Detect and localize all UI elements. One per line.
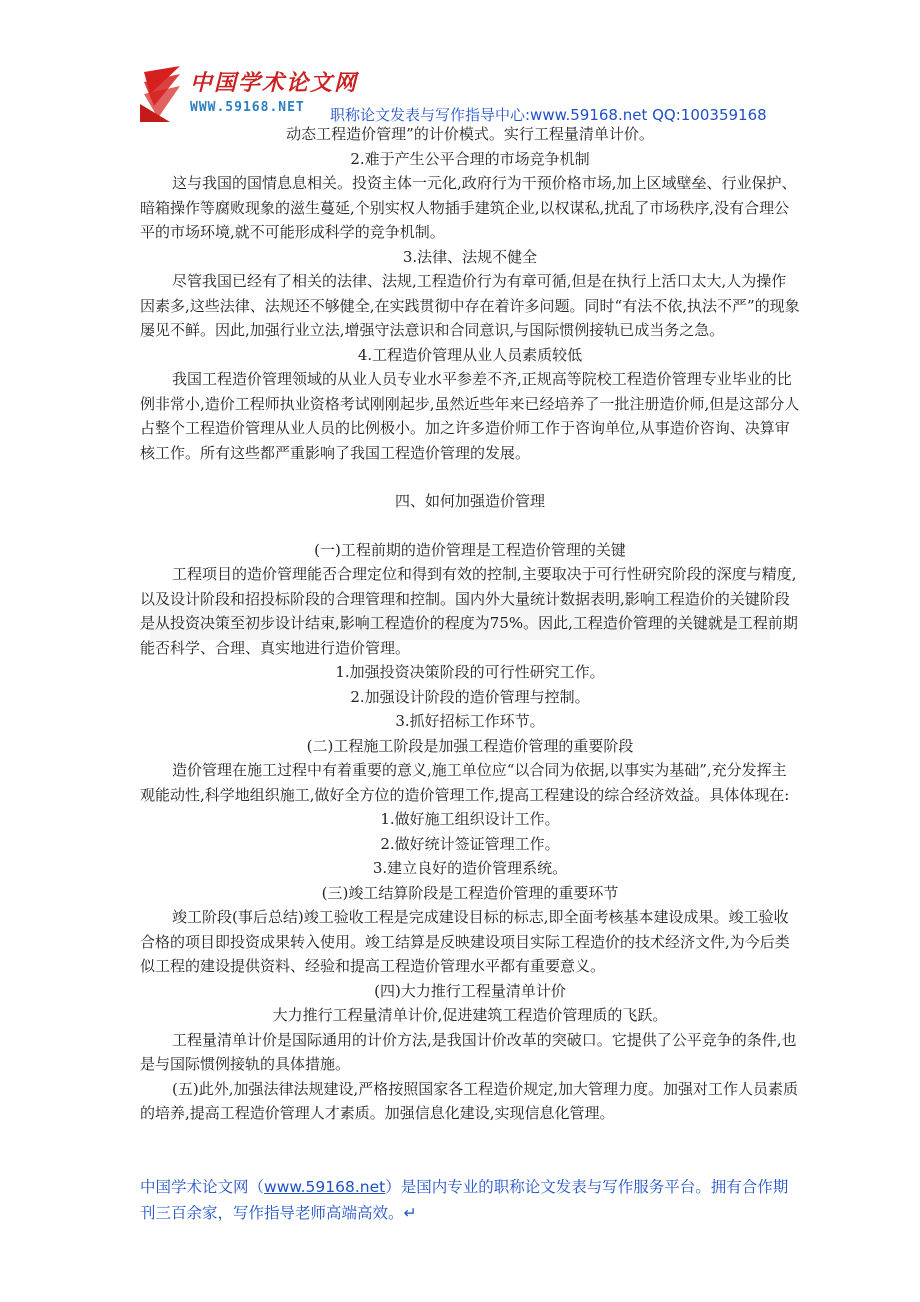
heading-line: (四)大力推行工程量清单计价 <box>374 981 566 1000</box>
heading-line: 2.做好统计签证管理工作。 <box>380 834 560 853</box>
paragraph: 工程项目的造价管理能否合理定位和得到有效的控制,主要取决于可行性研究阶段的深度与精度,以及设计阶段和招投标阶段的合理管理和控制。国内外大量统计数据表明,影响工程造价的关键阶段是从投资决策至初步设计结束,影响工程造价的程度为75%。因此,工程造价管理的关键就是工程前期能否科学、合理、真实地进行造价管理。 <box>140 565 798 657</box>
heading-line: 3.建立良好的造价管理系统。 <box>372 859 568 877</box>
logo-url: WWW.59168.NET <box>190 100 305 115</box>
heading-line: 4.工程造价管理从业人员素质较低 <box>357 345 583 364</box>
footer-prefix: 中国学术论文网（ <box>140 1178 265 1196</box>
paragraph: 工程量清单计价是国际通用的计价方法,是我国计价改革的突破口。它提供了公平竞争的条件,也是与国际惯例接轨的具体措施。 <box>140 1030 797 1073</box>
heading-line: 四、如何加强造价管理 <box>394 492 545 510</box>
paragraph: (五)此外,加强法律法规建设,严格按照国家各工程造价规定,加大管理力度。加强对工作人员素质的培养,提高工程造价管理人才素质。加强信息化建设,实现信息化管理。 <box>140 1079 799 1122</box>
footer-link[interactable]: www.59168.net <box>264 1178 386 1196</box>
paragraph-spacer <box>140 465 800 489</box>
logo-title: 中国学术论文网 <box>190 71 359 96</box>
paragraph: 尽管我国已经有了相关的法律、法规,工程造价行为有章可循,但是在执行上活口太大,人为操作因素多,这些法律、法规还不够健全,在实践贯彻中存在着许多问题。同时“有法不依,执法不严”的现象屡见不鲜。因此,加强行业立法,增强守法意识和合同意识,与国际惯例接轨已成当务之急。 <box>140 272 800 339</box>
heading-line: 3.抓好招标工作环节。 <box>395 712 545 730</box>
heading-line: 1.做好施工组织设计工作。 <box>380 810 560 828</box>
article-body <box>140 122 800 1126</box>
heading-line: (一)工程前期的造价管理是工程造价管理的关键 <box>314 540 626 559</box>
header-contact-note: 职称论文发表与写作指导中心:www.59168.net QQ:100359168 <box>330 106 767 124</box>
footer-promo <box>140 1174 800 1226</box>
heading-line: 动态工程造价管理”的计价模式。实行工程量清单计价。 <box>286 125 654 143</box>
logo-stripes-icon <box>140 64 184 122</box>
heading-line: 大力推行工程量清单计价,促进建筑工程造价管理质的飞跃。 <box>272 1006 668 1024</box>
page-header <box>140 64 800 126</box>
paragraph: 这与我国的国情息息相关。投资主体一元化,政府行为干预价格市场,加上区域壁垒、行业保护、暗箱操作等腐败现象的滋生蔓延,个别实权人物插手建筑企业,以权谋私,扰乱了市场秩序,没有合理公平的市场环境,就不可能形成科学的竞争机制。 <box>140 174 797 241</box>
heading-line: 3.法律、法规不健全 <box>402 247 538 266</box>
paragraph: 造价管理在施工过程中有着重要的意义,施工单位应“以合同为依据,以事实为基础”,充分发挥主观能动性,科学地组织施工,做好全方位的造价管理工作,提高工程建设的综合经济效益。具体体现在: <box>140 761 790 804</box>
heading-line: 2.加强设计阶段的造价管理与控制。 <box>350 687 590 706</box>
heading-line: (三)竣工结算阶段是工程造价管理的重要环节 <box>321 883 619 902</box>
footer-suffix: ）是国内专业的职称论文发表与写作服务平台。拥有合作期刊三百余家，写作指导老师高端高效。↵ <box>140 1178 789 1222</box>
paragraph-spacer <box>140 514 800 538</box>
paragraph: 我国工程造价管理领域的从业人员专业水平参差不齐,正规高等院校工程造价管理专业毕业的比例非常小,造价工程师执业资格考试刚刚起步,虽然近些年来已经培养了一批注册造价师,但是这部分人占整个工程造价管理从业人员的比例极小。加之许多造价师工作于咨询单位,从事造价咨询、决算审核工作。所有这些都严重影响了我国工程造价管理的发展。 <box>140 370 800 462</box>
heading-line: 1.加强投资决策阶段的可行性研究工作。 <box>335 663 605 681</box>
heading-line: (二)工程施工阶段是加强工程造价管理的重要阶段 <box>306 736 634 755</box>
paragraph: 竣工阶段(事后总结)竣工验收工程是完成建设目标的标志,即全面考核基本建设成果。竣工验收合格的项目即投资成果转入使用。竣工结算是反映建设项目实际工程造价的技术经济文件,为今后类似工程的建设提供资料、经验和提高工程造价管理水平都有重要意义。 <box>140 908 790 975</box>
heading-line: 2.难于产生公平合理的市场竞争机制 <box>350 149 590 168</box>
